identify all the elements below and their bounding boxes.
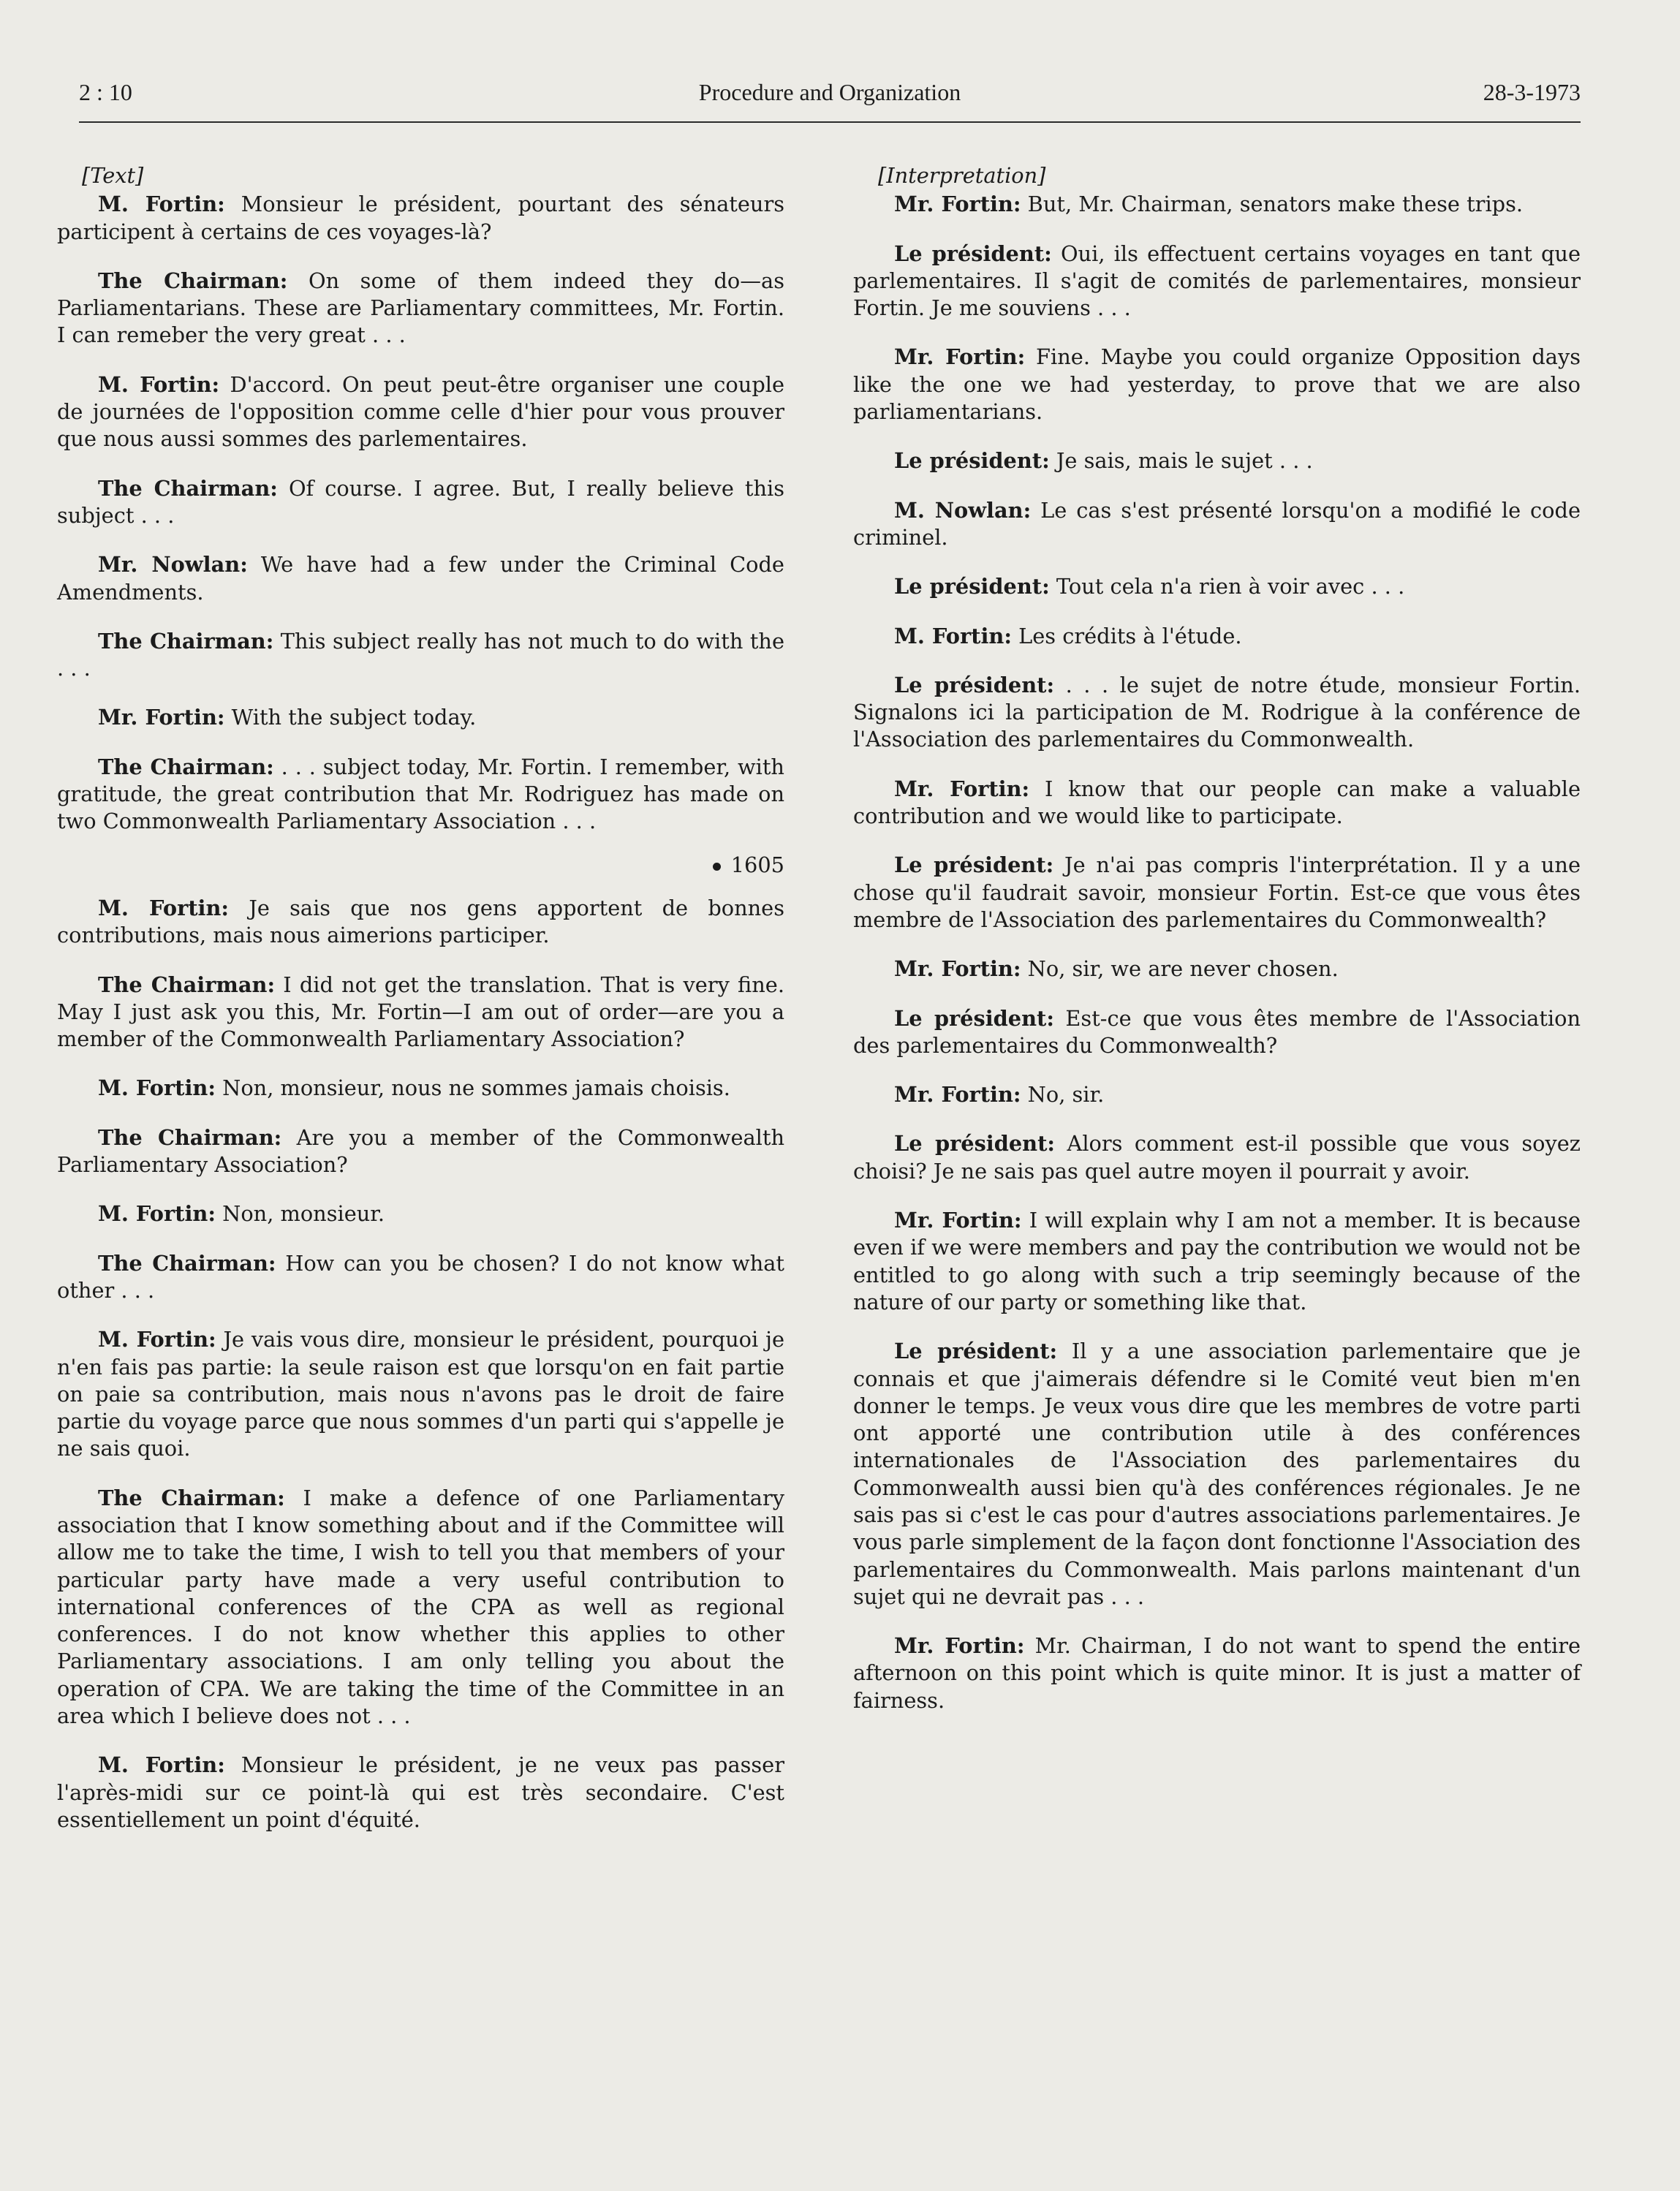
paragraph xyxy=(853,776,1581,830)
paragraph xyxy=(853,1207,1581,1316)
bullet-icon xyxy=(713,863,721,871)
paragraph xyxy=(57,1075,784,1102)
paragraph-text: . . . subject today, Mr. Fortin. I remember, with gratitude, the great contribution that Mr. Rodriguez has made on two Commonwealth Parliamentary Association . . . xyxy=(57,754,784,834)
paragraph xyxy=(853,1130,1581,1185)
paragraph xyxy=(57,1250,784,1305)
speaker-name: M. Fortin: xyxy=(98,1075,216,1101)
paragraph xyxy=(853,1005,1581,1060)
left-column xyxy=(57,162,784,1855)
speaker-name: The Chairman: xyxy=(98,628,274,654)
paragraph-text: Are you a member of the Commonwealth Parliamentary Association? xyxy=(57,1124,784,1178)
paragraph xyxy=(57,1200,784,1227)
paragraph-text: Il y a une association parlementaire que je connais et que j'aimerais défendre si le Comité veut bien m'en donner le temps. Je veux vous dire que les membres de votre parti ont apporté une contribution utile à des conférences internationales de l'Association des parlementaires du Commonwealth aussi bien qu'à des conférences régionales. Je ne sais pas si c'est le cas pour d'autres associations parlementaires. Je vous parle simplement de la façon dont fonctionne l'Association des parlementaires du Commonwealth. Mais parlons maintenant d'un sujet qui ne devrait pas . . . xyxy=(853,1339,1581,1609)
paragraph xyxy=(57,551,784,606)
paragraph-text: Tout cela n'a rien à voir avec . . . xyxy=(1049,574,1405,599)
page-title: Procedure and Organization xyxy=(698,79,961,105)
paragraph xyxy=(57,972,784,1053)
speaker-name: Le président: xyxy=(894,574,1050,599)
paragraph-text: Non, monsieur, nous ne sommes jamais choisis. xyxy=(215,1075,730,1101)
speaker-name: Le président: xyxy=(894,241,1052,266)
paragraph-text: D'accord. On peut peut-être organiser une couple de journées de l'opposition comme celle d'hier pour vous prouver que nous aussi sommes des parlementaires. xyxy=(57,371,785,452)
time-marker-value: 1605 xyxy=(730,852,784,877)
speaker-name: Le président: xyxy=(894,1005,1054,1031)
paragraph-text: With the subject today. xyxy=(224,705,477,730)
paragraph-text: Je vais vous dire, monsieur le président, pourquoi je n'en fais pas partie: la seule raison est que lorsqu'on en fait partie on paie sa contribution, mais nous n'avons pas le droit de faire partie du voyage parce que nous sommes d'un parti qui s'appelle je ne sais quoi. xyxy=(57,1327,785,1461)
paragraph-text: Monsieur le président, pourtant des sénateurs participent à certains de ces voyages-là? xyxy=(57,192,784,244)
paragraph xyxy=(853,623,1581,650)
speaker-name: Mr. Fortin: xyxy=(894,956,1021,982)
paragraph xyxy=(853,956,1581,983)
paragraph xyxy=(57,1326,784,1462)
paragraph xyxy=(853,344,1581,425)
paragraph xyxy=(853,852,1581,934)
paragraph xyxy=(853,447,1581,474)
paragraph xyxy=(57,475,784,530)
speaker-name: Le président: xyxy=(894,1339,1058,1364)
speaker-name: M. Fortin: xyxy=(98,1752,225,1778)
speaker-name: The Chairman: xyxy=(98,268,288,293)
speaker-name: M. Fortin: xyxy=(98,1327,216,1352)
speaker-name: Mr. Fortin: xyxy=(894,1633,1025,1659)
speaker-name: M. Nowlan: xyxy=(894,497,1032,523)
speaker-name: M. Fortin: xyxy=(98,895,230,920)
paragraph-text: Je sais, mais le sujet . . . xyxy=(1049,448,1313,474)
speaker-name: Le président: xyxy=(894,1131,1056,1157)
paragraph-text: I make a defence of one Parliamentary association that I know something about and if the Committee will allow me to take the time, I wish to tell you that members of your particular party have made a very useful contribution to international conferences of the CPA as well as regional conferences. I do not know whether this applies to other Parliamentary associations. I am only telling you about the operation of CPA. We are taking the time of the Committee in an area which I believe does not . . . xyxy=(57,1485,784,1729)
speaker-name: The Chairman: xyxy=(98,754,274,779)
right-paragraphs xyxy=(853,191,1581,1714)
speaker-name: The Chairman: xyxy=(98,1250,276,1276)
speaker-name: Mr. Fortin: xyxy=(894,344,1026,370)
header-rule xyxy=(79,121,1581,123)
paragraph xyxy=(57,1124,784,1179)
paragraph-text: I did not get the translation. That is very fine. May I just ask you this, Mr. Fortin—I am out of order—are you a member of the Commonwealth Parliamentary Association? xyxy=(57,972,784,1052)
paragraph-text: Le cas s'est présenté lorsqu'on a modifié le code criminel. xyxy=(853,497,1581,550)
paragraph-text: Non, monsieur. xyxy=(215,1201,385,1227)
speaker-name: The Chairman: xyxy=(98,972,276,997)
speaker-name: Mr. Fortin: xyxy=(98,705,225,730)
section-label-text: [Text] xyxy=(82,163,144,188)
paragraph xyxy=(853,1632,1581,1714)
paragraph-text: I know that our people can make a valuable contribution and we would like to participate. xyxy=(853,776,1581,829)
paragraph-text: Alors comment est-il possible que vous soyez choisi? Je ne sais pas quel autre moyen il pourrait y avoir. xyxy=(853,1131,1581,1184)
paragraph xyxy=(57,1485,784,1730)
paragraph xyxy=(853,573,1581,600)
right-column xyxy=(853,162,1581,1736)
speaker-name: Le président: xyxy=(894,448,1050,474)
speaker-name: Mr. Nowlan: xyxy=(98,552,248,578)
paragraph-text: Fine. Maybe you could organize Opposition days like the one we had yesterday, to prove that we are also parliamentarians. xyxy=(853,344,1581,425)
speaker-name: M. Fortin: xyxy=(894,623,1012,648)
speaker-name: The Chairman: xyxy=(98,1485,285,1510)
paragraph-text: I will explain why I am not a member. It is because even if we were members and pay the contribution we would not be entitled to go along with such a trip seemingly because of the nature of our party or something like that. xyxy=(853,1208,1581,1314)
paragraph-text: We have had a few under the Criminal Code Amendments. xyxy=(57,552,784,605)
paragraph xyxy=(57,628,784,683)
paragraph xyxy=(57,704,784,731)
paragraph xyxy=(853,241,1581,322)
paragraph-text: Oui, ils effectuent certains voyages en tant que parlementaires. Il s'agit de comités de parlementaires, monsieur Fortin. Je me souviens . . . xyxy=(853,241,1581,321)
speaker-name: Mr. Fortin: xyxy=(894,1082,1021,1108)
paragraph-text: Je n'ai pas compris l'interprétation. Il y a une chose qu'il faudrait savoir, monsieur Fortin. Est-ce que vous êtes membre de l'Association des parlementaires du Commonwealth? xyxy=(853,852,1581,932)
speaker-name: The Chairman: xyxy=(98,475,278,501)
paragraph xyxy=(853,497,1581,552)
paragraph-text: But, Mr. Chairman, senators make these trips. xyxy=(1021,192,1524,217)
paragraph-text: How can you be chosen? I do not know what other . . . xyxy=(57,1250,784,1303)
paragraph xyxy=(57,754,784,836)
speaker-name: Mr. Fortin: xyxy=(894,776,1030,801)
speaker-name: M. Fortin: xyxy=(98,371,220,397)
speaker-name: Mr. Fortin: xyxy=(894,192,1021,217)
paragraph xyxy=(57,1752,784,1834)
paragraph-text: Mr. Chairman, I do not want to spend the entire afternoon on this point which is quite minor. It is just a matter of fairness. xyxy=(853,1633,1581,1713)
paragraph-text: No, sir. xyxy=(1021,1082,1105,1108)
paragraph xyxy=(57,895,784,950)
paragraph xyxy=(853,672,1581,754)
page-date: 28-3-1973 xyxy=(1483,79,1581,105)
speaker-name: M. Fortin: xyxy=(98,192,225,217)
paragraph xyxy=(853,191,1581,218)
left-paragraphs-after-marker xyxy=(57,895,784,1834)
paragraph-text: Of course. I agree. But, I really believe this subject . . . xyxy=(57,475,784,528)
paragraph-text: . . . le sujet de notre étude, monsieur Fortin. Signalons ici la participation de M. Rodrigue à la conférence de l'Association des parlementaires du Commonwealth. xyxy=(853,672,1581,752)
paragraph-text: This subject really has not much to do with the . . . xyxy=(57,628,784,681)
section-label-interpretation: [Interpretation] xyxy=(878,163,1046,188)
speaker-name: Mr. Fortin: xyxy=(894,1208,1022,1233)
speaker-name: The Chairman: xyxy=(98,1124,282,1150)
paragraph xyxy=(853,1338,1581,1611)
paragraph-text: Est-ce que vous êtes membre de l'Association des parlementaires du Commonwealth? xyxy=(853,1005,1581,1058)
paragraph-text: Monsieur le président, je ne veux pas passer l'après-midi sur ce point-là qui est très secondaire. C'est essentiellement un point d'équité. xyxy=(57,1752,784,1832)
speaker-name: Le président: xyxy=(894,672,1055,697)
paragraph xyxy=(57,371,784,453)
paragraph-text: Je sais que nos gens apportent de bonnes contributions, mais nous aimerions participer. xyxy=(57,895,784,948)
page-header xyxy=(79,79,1581,120)
paragraph-text: Les crédits à l'étude. xyxy=(1011,623,1242,648)
paragraph xyxy=(57,268,784,349)
speaker-name: M. Fortin: xyxy=(98,1201,216,1227)
paragraph xyxy=(853,1081,1581,1108)
paragraph xyxy=(57,191,784,246)
time-marker xyxy=(57,852,784,879)
left-paragraphs xyxy=(57,191,784,835)
speaker-name: Le président: xyxy=(894,852,1054,878)
paragraph-text: On some of them indeed they do—as Parliamentarians. These are Parliamentary committees, Mr. Fortin. I can remeber the very great . . . xyxy=(57,268,784,348)
page-number: 2 : 10 xyxy=(79,79,132,105)
paragraph-text: No, sir, we are never chosen. xyxy=(1021,956,1339,982)
